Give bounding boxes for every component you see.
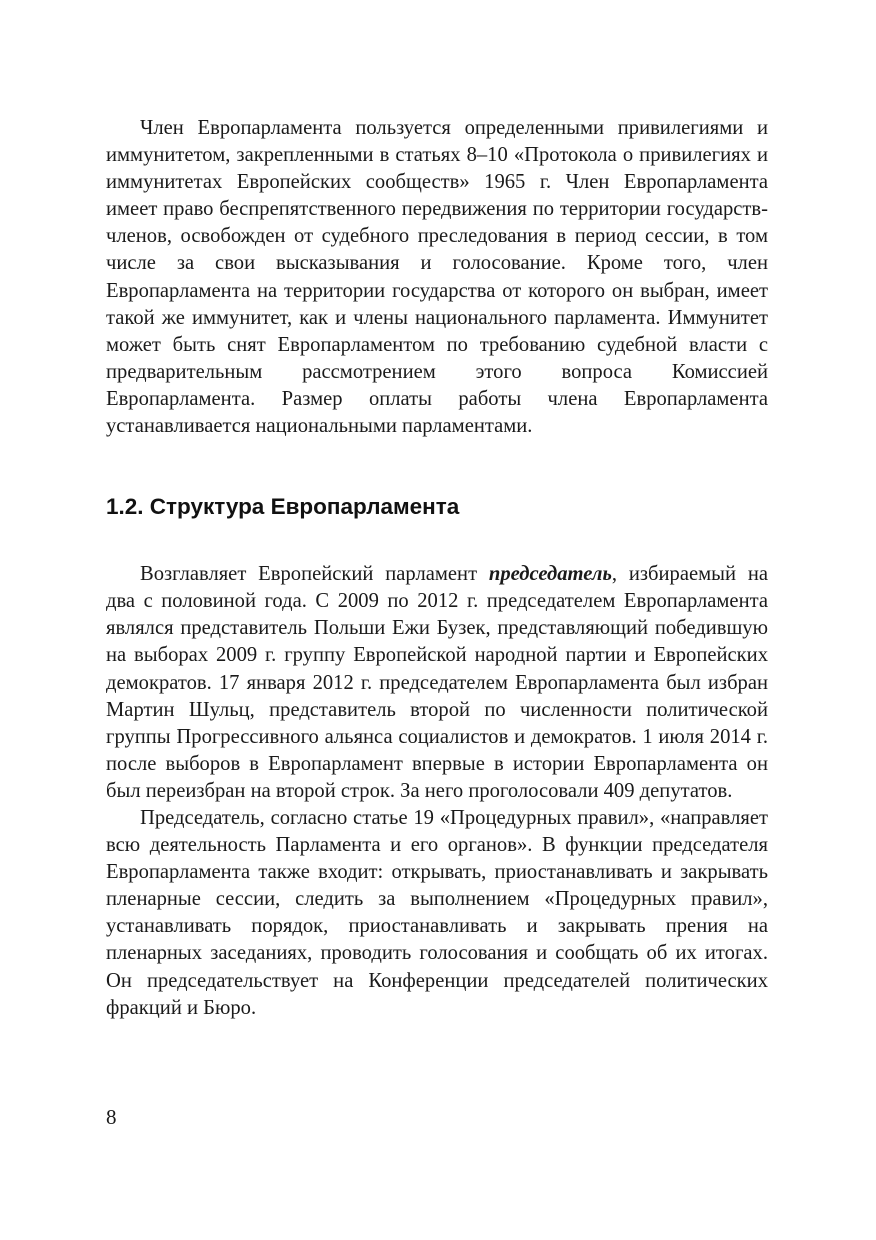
paragraph-1-lead: Возглавляет Европейский парламент <box>140 563 489 586</box>
emphasized-term: председатель <box>488 563 612 586</box>
section-heading: 1.2. Структура Европарламента <box>106 494 460 520</box>
page-number: 8 <box>106 1105 117 1129</box>
intro-paragraph: Член Европарламента пользуется определенными привилегиями и иммунитетом, закрепленными в статьях 8–10 «Протокола о привилегиях и иммунитетах Европейских сообществ» 1965 г. Член Европарламента имеет право беспрепятственного передвижения по территории государств-членов, освобожден от судебного преследования в период сессии, в том числе за свои высказывания и голосование. Кроме того, член Европарламента на территории государства от которого он выбран, имеет такой же иммунитет, как и члены национального парламента. Иммунитет может быть снят Европарламентом по требованию судебной власти с предварительным рассмотрением этого вопроса Комиссией Европарламента. Размер оплаты работы члена Европарламента устанавливается национальными парламентами. <box>106 117 768 438</box>
paragraph-1-rest: , избираемый на два с половиной года. С 2009 по 2012 г. председателем Европарламента являлся представитель Польши Ежи Бузек, представляющий победившую на выборах 2009 г. группу Европейской народной партии и Европейских демократов. 17 января 2012 г. председателем Европарламента был избран Мартин Шульц, представитель второй по численности политической группы Прогрессивного альянса социалистов и демократов. 1 июля 2014 г. после выборов в Европарламент впервые в истории Европарламента он был переизбран на второй строк. За него проголосовали 409 депутатов. <box>106 563 769 802</box>
section-body <box>106 561 768 1022</box>
page-content <box>106 115 768 1022</box>
section-paragraph-1 <box>106 561 768 805</box>
section-paragraph-2: Председатель, согласно статье 19 «Процедурных правил», «направляет всю деятельность Парламента и его органов». В функции председателя Европарламента также входит: открывать, приостанавливать и закрывать пленарные сессии, следить за выполнением «Процедурных правил», устанавливать порядок, приостанавливать и закрывать прения на пленарных заседаниях, проводить голосования и сообщать об их итогах. Он председательствует на Конференции председателей политических фракций и Бюро. <box>106 806 768 1019</box>
